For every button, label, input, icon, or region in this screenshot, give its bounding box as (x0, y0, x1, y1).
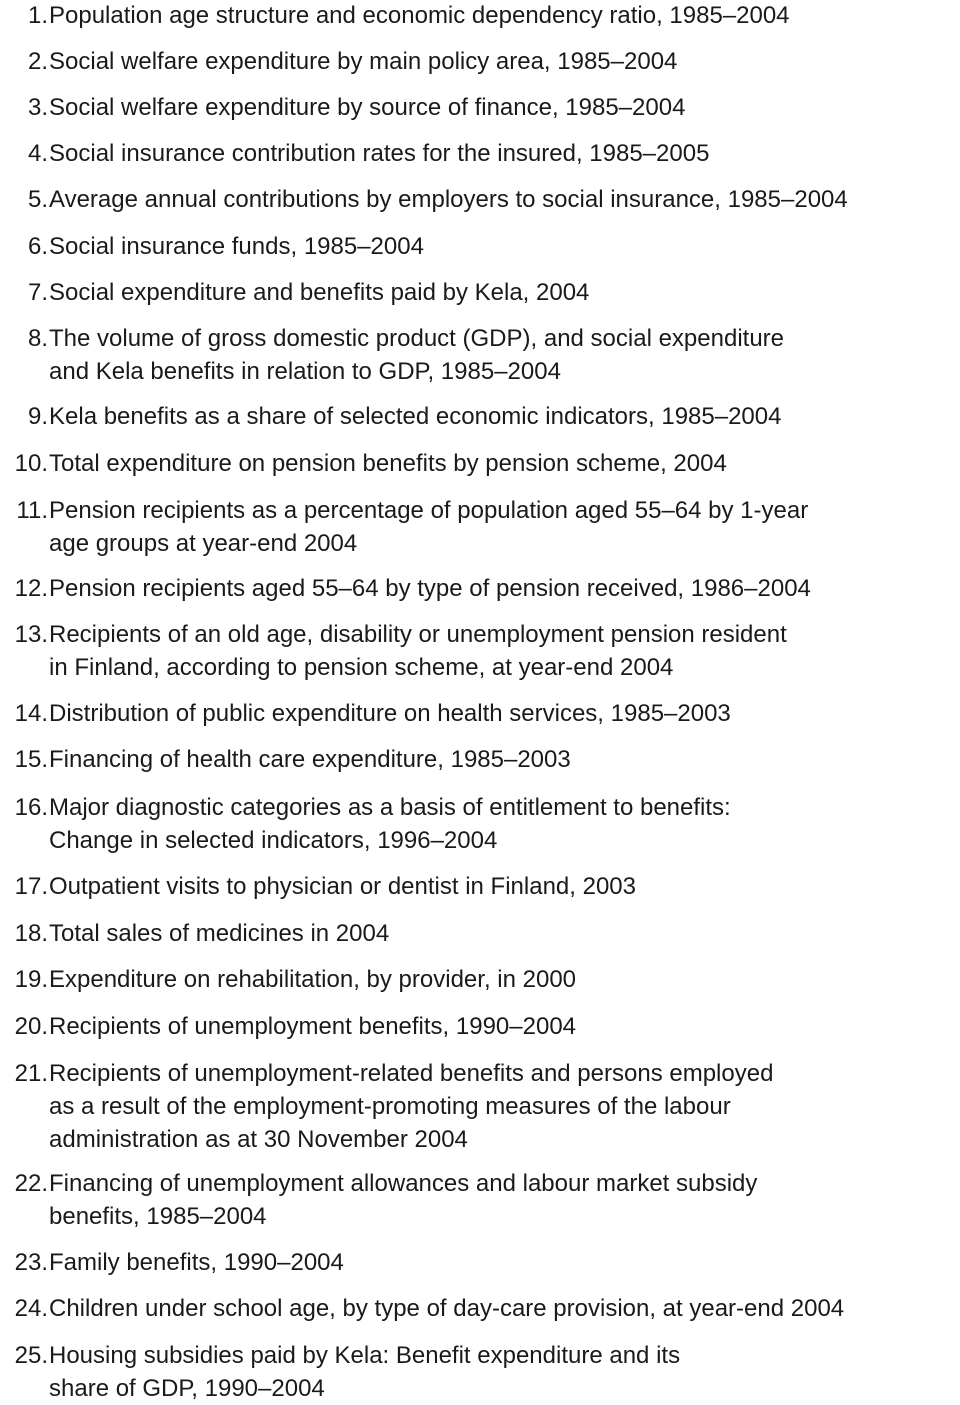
list-item-number: 14. (14, 700, 48, 727)
list-item-title (48, 494, 960, 560)
list-item-number: 1. (27, 2, 48, 29)
list-item-title-line: Housing subsidies paid by Kela: Benefit expenditure and its (49, 1342, 681, 1369)
list-item-number: 12. (14, 575, 48, 602)
list-item-number: 18. (14, 920, 48, 947)
list-item-title (48, 618, 960, 684)
list-item-title (48, 447, 960, 480)
list-item-number: 7. (27, 279, 48, 306)
list-item (0, 1246, 960, 1279)
list-item-title-line: Average annual contributions by employers to social insurance, 1985–2004 (49, 186, 848, 213)
list-item-title-line: share of GDP, 1990–2004 (49, 1375, 325, 1402)
list-item-number: 25. (14, 1342, 48, 1369)
list-item-title-line: Recipients of an old age, disability or unemployment pension resident (49, 621, 787, 648)
list-item-title-line: in Finland, according to pension scheme, at year-end 2004 (49, 654, 674, 681)
list-item-title-line: administration as at 30 November 2004 (49, 1126, 468, 1153)
list-item-number: 6. (27, 233, 48, 260)
list-item-number: 20. (14, 1013, 48, 1040)
list-item-title-line: Total sales of medicines in 2004 (49, 920, 390, 947)
list-item-number: 23. (14, 1249, 48, 1276)
list-item-title-line: Population age structure and economic dependency ratio, 1985–2004 (49, 2, 790, 29)
list-item (0, 0, 960, 32)
list-item-number: 5. (27, 186, 48, 213)
list-item (0, 743, 960, 776)
list-item (0, 276, 960, 309)
list-item (0, 572, 960, 605)
list-item (0, 870, 960, 903)
list-item-title-line: Pension recipients aged 55–64 by type of pension received, 1986–2004 (49, 575, 811, 602)
list-item-title (48, 1339, 960, 1405)
list-item-title (48, 1167, 960, 1233)
list-item-title (48, 183, 960, 216)
list-item-title (48, 572, 960, 605)
list-item (0, 1010, 960, 1043)
list-item-title-line: Children under school age, by type of day-care provision, at year-end 2004 (49, 1295, 845, 1322)
list-item (0, 183, 960, 216)
list-item-number: 4. (27, 140, 48, 167)
list-item (0, 45, 960, 78)
list-item-title (48, 1292, 960, 1325)
list-item-number: 9. (27, 403, 48, 430)
list-item-title-line: Outpatient visits to physician or dentist in Finland, 2003 (49, 873, 636, 900)
list-item-title (48, 743, 960, 776)
list-item (0, 230, 960, 263)
list-item-title (48, 137, 960, 170)
list-item (0, 1339, 960, 1405)
list-item-number: 2. (27, 48, 48, 75)
list-item-title-line: Social welfare expenditure by source of finance, 1985–2004 (49, 94, 686, 121)
list-item-title-line: Kela benefits as a share of selected economic indicators, 1985–2004 (49, 403, 782, 430)
list-item-title (48, 0, 960, 32)
list-item-title-line: benefits, 1985–2004 (49, 1203, 267, 1230)
list-item-title-line: Social insurance contribution rates for the insured, 1985–2005 (49, 140, 710, 167)
list-item-title (48, 276, 960, 309)
list-item-title-line: Financing of health care expenditure, 1985–2003 (49, 746, 571, 773)
list-item-title (48, 917, 960, 950)
list-item-title-line: Change in selected indicators, 1996–2004 (49, 827, 498, 854)
list-item (0, 1057, 960, 1156)
list-item-title (48, 322, 960, 388)
list-item-title-line: Recipients of unemployment-related benefits and persons employed (49, 1060, 774, 1087)
list-item-title (48, 791, 960, 857)
list-item-title (48, 963, 960, 996)
list-item-number: 13. (14, 621, 48, 648)
list-item (0, 791, 960, 857)
list-item-title-line: as a result of the employment-promoting measures of the labour (49, 1093, 731, 1120)
list-item-number: 22. (14, 1170, 48, 1197)
list-item-title (48, 91, 960, 124)
list-item-title-line: age groups at year-end 2004 (49, 530, 358, 557)
list-item-title-line: Pension recipients as a percentage of population aged 55–64 by 1-year (49, 497, 809, 524)
list-item (0, 917, 960, 950)
list-item-title-line: Recipients of unemployment benefits, 1990–2004 (49, 1013, 577, 1040)
list-item (0, 400, 960, 433)
list-item (0, 91, 960, 124)
list-item (0, 1167, 960, 1233)
list-item-title-line: and Kela benefits in relation to GDP, 1985–2004 (49, 358, 561, 385)
list-item-title-line: The volume of gross domestic product (GDP), and social expenditure (49, 325, 785, 352)
list-item-title (48, 45, 960, 78)
list-item-number: 11. (16, 497, 48, 524)
list-item-title-line: Family benefits, 1990–2004 (49, 1249, 344, 1276)
list-item-title-line: Expenditure on rehabilitation, by provider, in 2000 (49, 966, 577, 993)
list-item (0, 963, 960, 996)
list-item-title (48, 1246, 960, 1279)
list-item-title (48, 1057, 960, 1156)
list-item-number: 3. (27, 94, 48, 121)
list-item-title (48, 1010, 960, 1043)
list-item (0, 697, 960, 730)
list-item-title-line: Distribution of public expenditure on health services, 1985–2003 (49, 700, 731, 727)
list-item-title (48, 230, 960, 263)
list-item (0, 618, 960, 684)
list-item (0, 447, 960, 480)
list-item-title (48, 870, 960, 903)
list-item-title-line: Social welfare expenditure by main policy area, 1985–2004 (49, 48, 678, 75)
list-item-title-line: Financing of unemployment allowances and labour market subsidy (49, 1170, 758, 1197)
list-item-number: 15. (14, 746, 48, 773)
list-item (0, 494, 960, 560)
list-item-title-line: Social expenditure and benefits paid by Kela, 2004 (49, 279, 590, 306)
list-item-number: 8. (27, 325, 48, 352)
list-item (0, 137, 960, 170)
list-item-number: 17. (14, 873, 48, 900)
list-item-number: 21. (14, 1060, 48, 1087)
list-item (0, 322, 960, 388)
list-item (0, 1292, 960, 1325)
list-item-title-line: Social insurance funds, 1985–2004 (49, 233, 424, 260)
list-item-number: 16. (14, 794, 48, 821)
list-item-number: 24. (14, 1295, 48, 1322)
list-item-title (48, 697, 960, 730)
list-item-title-line: Major diagnostic categories as a basis of entitlement to benefits: (49, 794, 731, 821)
list-item-number: 10. (14, 450, 48, 477)
list-item-title-line: Total expenditure on pension benefits by pension scheme, 2004 (49, 450, 727, 477)
list-item-title (48, 400, 960, 433)
list-item-number: 19. (14, 966, 48, 993)
